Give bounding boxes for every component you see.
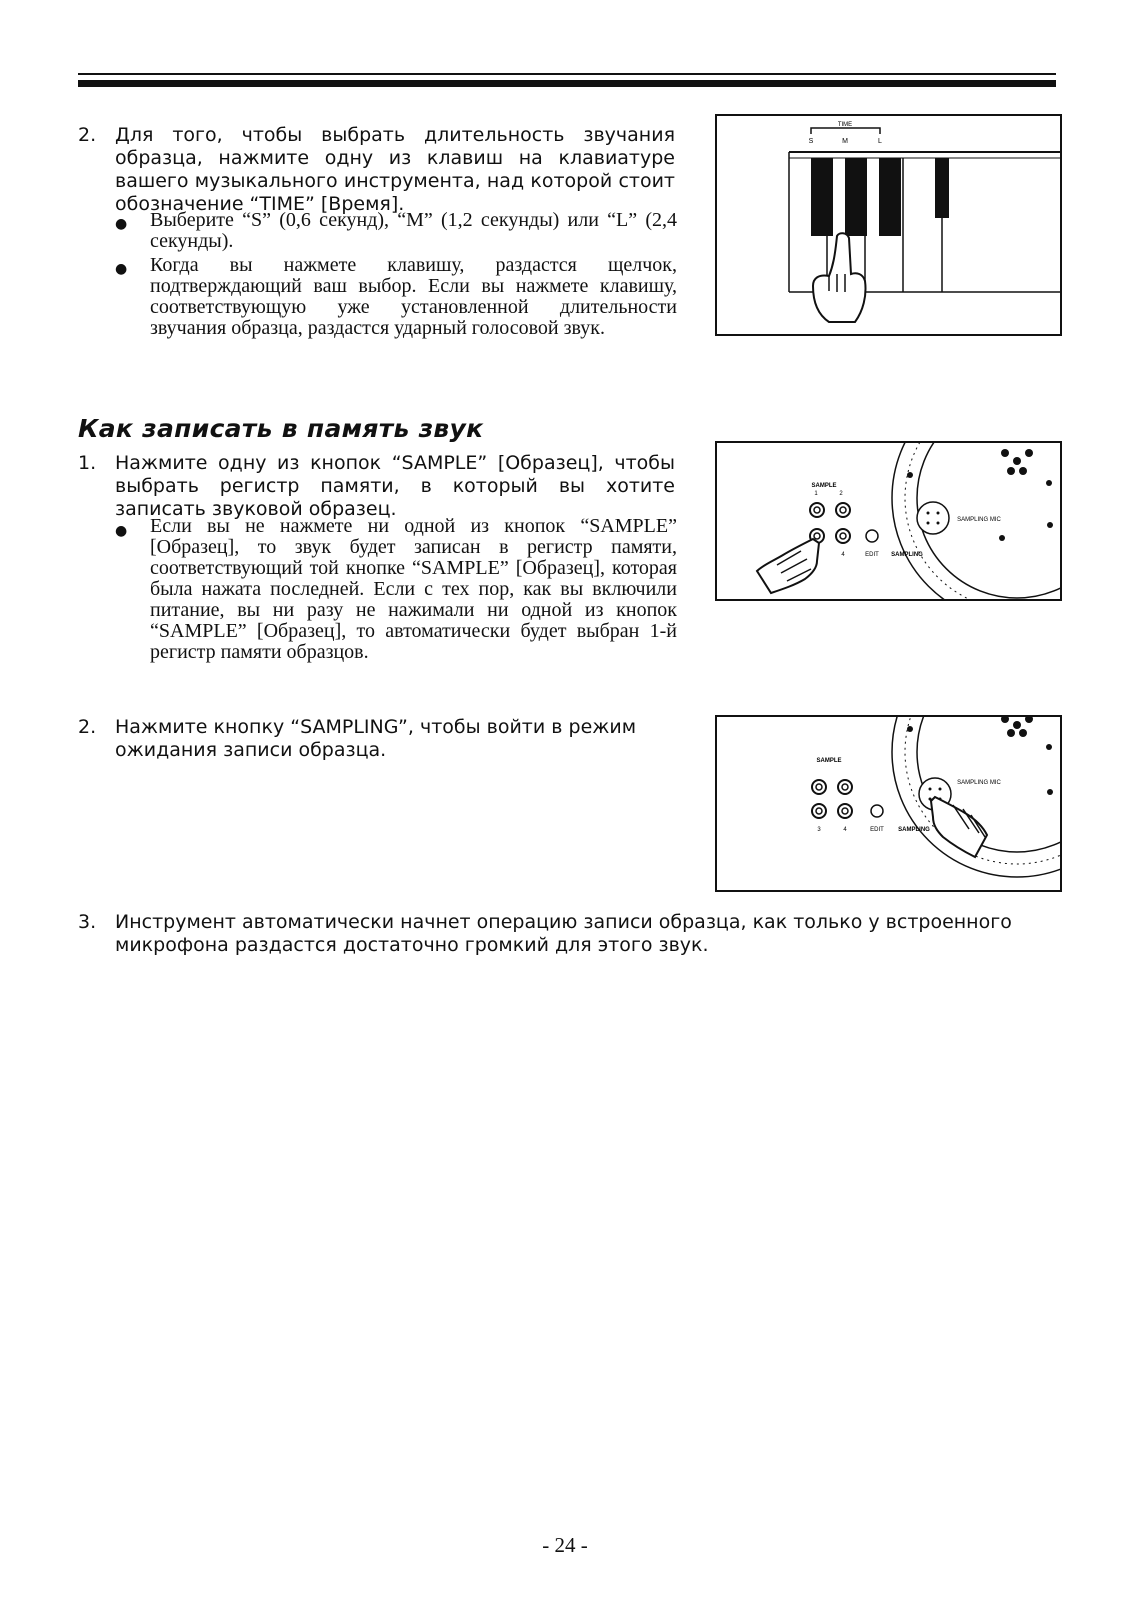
keyboard-time-figure — [715, 114, 1062, 336]
bullet-dot: ● — [115, 523, 128, 539]
key-label-s: S — [808, 138, 814, 145]
header-rule-thick — [78, 80, 1056, 87]
step-1-sample — [78, 452, 678, 692]
edit-label: EDIT — [870, 827, 884, 833]
step-number: 2. — [78, 716, 97, 738]
step-number: 2. — [78, 124, 97, 146]
step-2-time — [78, 124, 678, 364]
bullet-text: Когда вы нажмете клавишу, раздастся щелчок, подтверждающий ваш выбор. Если вы нажмете клавишу, соответствующую уже установленной длительности звучания образца, раздастся ударный голосовой звук. — [150, 254, 677, 339]
sample-num-1: 1 — [814, 491, 818, 497]
sampling-label: SAMPLING — [898, 827, 930, 833]
step-text: Нажмите одну из кнопок “SAMPLE” [Образец], чтобы выбрать регистр памяти, в который вы хотите записать звуковой образец. — [115, 452, 675, 520]
bullet-text: Если вы не нажмете ни одной из кнопок “SAMPLE” [Образец], то звук будет записан в регистр памяти, соответствующий той кнопке “SAMPLE” [Образец], которая была нажата последней. Если с тех пор, как вы включили питание, вы ни разу не нажимали ни одной из кнопок “SAMPLE” [Образец], то автоматически будет выбран 1-й регистр памяти образцов. — [150, 515, 677, 663]
key-label-m: M — [842, 138, 848, 145]
sample-label: SAMPLE — [811, 483, 837, 489]
section-heading: Как записать в память звук — [78, 414, 484, 443]
sampling-button-figure — [715, 715, 1062, 892]
edit-label: EDIT — [865, 552, 879, 558]
sample-label: SAMPLE — [816, 758, 842, 764]
step-number: 1. — [78, 452, 97, 474]
sample-num-3: 3 — [817, 827, 821, 833]
sampling-mic-label: SAMPLING MIC — [957, 780, 1001, 786]
sample-num-2: 2 — [839, 491, 843, 497]
step-3-record — [78, 911, 1058, 971]
bullet-dot: ● — [115, 261, 128, 277]
time-label: TIME — [837, 122, 853, 128]
step-text: Для того, чтобы выбрать длительность звучания образца, нажмите одну из клавиш на клавиатуре вашего музыкального инструмента, над которой стоит обозначение “TIME” [Время]. — [115, 124, 675, 215]
step-2-sampling — [78, 716, 678, 776]
step-number: 3. — [78, 911, 97, 933]
step-text: Инструмент автоматически начнет операцию записи образца, как только у встроенного микрофона раздастся достаточно громкий для этого звук. — [115, 911, 1012, 956]
step-text: Нажмите кнопку “SAMPLING”, чтобы войти в режим ожидания записи образца. — [115, 716, 637, 761]
bullet-dot: ● — [115, 216, 128, 232]
key-label-l: L — [878, 138, 882, 145]
page-number: - 24 - — [542, 1533, 588, 1557]
sampling-label: SAMPLING — [891, 552, 923, 558]
sample-num-4: 4 — [843, 827, 847, 833]
bullet-text: Выберите “S” (0,6 секунд), “M” (1,2 секунды) или “L” (2,4 секунды). — [150, 209, 677, 252]
sample-buttons-figure — [715, 441, 1062, 601]
sampling-mic-label: SAMPLING MIC — [957, 517, 1001, 523]
sample-num-4: 4 — [841, 552, 845, 558]
header-rule-thin — [78, 73, 1056, 75]
